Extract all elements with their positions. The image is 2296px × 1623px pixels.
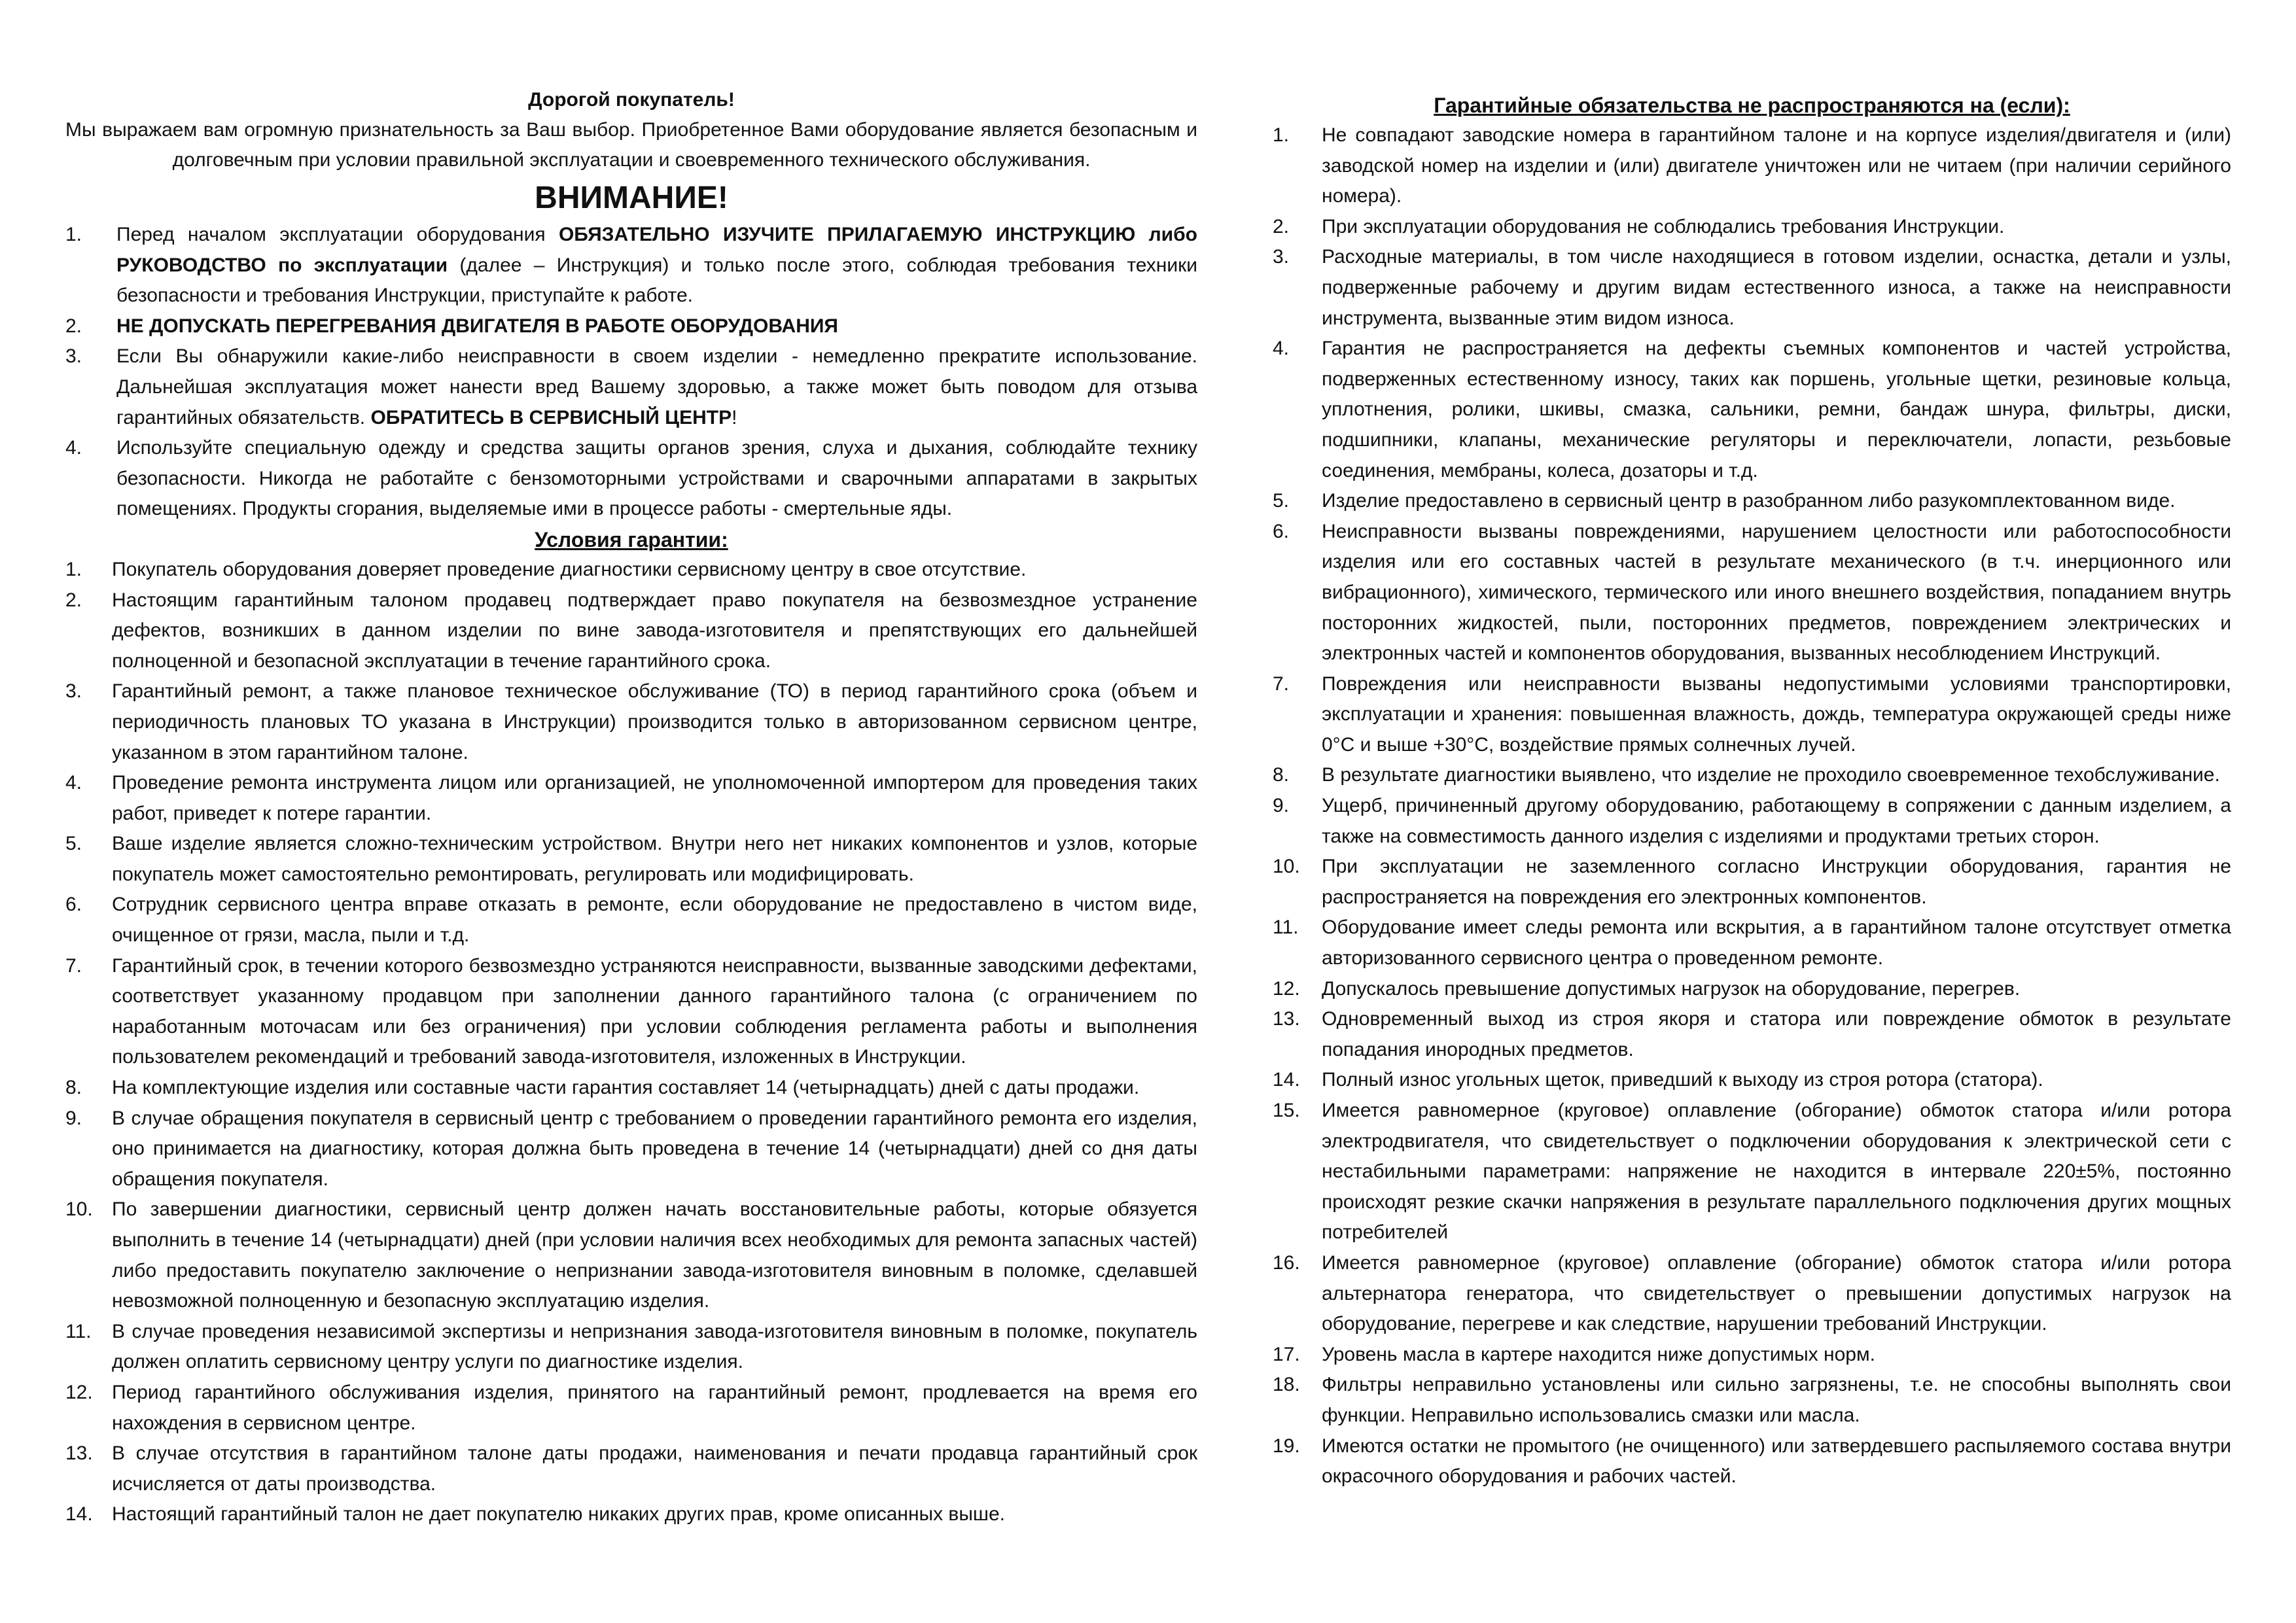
conditions-item-text: На комплектующие изделия или составные части гарантия составляет 14 (четырнадцать) дней с даты продажи. xyxy=(112,1077,1140,1099)
exclusions-item xyxy=(1273,852,2231,913)
body-text: Используйте специальную одежду и средства защиты органов зрения, слуха и дыхания, соблюдайте технику безопасности. Никогда не работайте с бензомоторными устройствами и сварочными аппаратами в закрытых помещениях. Продукты сгорания, выделяемые ими в процессе работы - смертельные яды. xyxy=(116,437,1197,520)
body-text: (далее – Инструкция) и только после этого, соблюдая требования техники безопасности и требования Инструкции, приступайте к работе. xyxy=(116,254,1197,307)
attention_items-item-text xyxy=(116,341,1197,433)
conditions-item-text: Гарантийный ремонт, а также плановое техническое обслуживание (ТО) в период гарантийного срока (объем и периодичность плановых ТО указана в Инструкции) производится только в авторизованном сервисном центре, указанном в этом гарантийном талоне. xyxy=(112,680,1197,763)
exclusions-item-text: Одновременный выход из строя якоря и статора или повреждение обмоток в результате попадания инородных предметов. xyxy=(1322,1008,2231,1060)
attention_items-item xyxy=(65,220,1197,311)
exclusions-item-text: Имеется равномерное (круговое) оплавление (обгорание) обмоток статора и/или ротора альтернатора генератора, что свидетельствует о превышении допустимых нагрузок на оборудование, перегреве и как следствие, нарушении требований Инструкции. xyxy=(1322,1251,2231,1335)
emphasis-text: ОБЯЗАТЕЛЬНО ИЗУЧИТЕ ПРИЛАГАЕМУЮ ИНСТРУКЦИЮ либо РУКОВОДСТВО по эксплуатации xyxy=(116,224,1197,276)
exclusions-item-number: 17. xyxy=(1273,1343,1300,1365)
exclusions-item-number: 7. xyxy=(1273,672,1290,695)
conditions-item xyxy=(65,1439,1197,1499)
exclusions-item-number: 18. xyxy=(1273,1374,1300,1396)
conditions-item xyxy=(65,1499,1197,1530)
exclusions-item xyxy=(1273,1340,2231,1370)
exclusions-heading: Гарантийные обязательства не распространяются на (если): xyxy=(1434,94,2070,117)
exclusions-item-text: При эксплуатации не заземленного согласно Инструкции оборудования, гарантия не распространяется на повреждения его электронных компонентов. xyxy=(1322,856,2231,908)
conditions-item-number: 8. xyxy=(65,1077,82,1099)
attention-list xyxy=(65,220,1197,525)
conditions-item-text: Период гарантийного обслуживания изделия, принятого на гарантийный ремонт, продлевается на время его нахождения в сервисном центре. xyxy=(112,1381,1197,1434)
exclusions-item-number: 5. xyxy=(1273,490,1290,512)
exclusions-item-text: При эксплуатации оборудования не соблюдались требования Инструкции. xyxy=(1322,215,2005,237)
conditions-item-number: 9. xyxy=(65,1107,82,1129)
emphasis-text: ОБРАТИТЕСЬ В СЕРВИСНЫЙ ЦЕНТР xyxy=(370,406,732,428)
conditions-item xyxy=(65,890,1197,951)
exclusions-item-text: Допускалось превышение допустимых нагрузок на оборудование, перегрев. xyxy=(1322,977,2021,1000)
conditions-item xyxy=(65,1104,1197,1195)
exclusions-item-text: Полный износ угольных щеток, приведший к выходу из строя ротора (статора). xyxy=(1322,1069,2043,1091)
attention_items-item-number: 4. xyxy=(65,437,82,459)
attention_items-item-number: 3. xyxy=(65,345,82,368)
exclusions-item-text: Расходные материалы, в том числе находящиеся в готовом изделии, оснастка, детали и узлы, подверженные рабочему и другим видам естественного износа, а также на неисправности инструмента, вызванные этим видом износа. xyxy=(1322,246,2231,329)
exclusions-item xyxy=(1273,1065,2231,1096)
exclusions-item xyxy=(1273,517,2231,669)
exclusions-item-number: 12. xyxy=(1273,977,1300,1000)
exclusions-item-number: 14. xyxy=(1273,1069,1300,1091)
conditions-item-text: В случае отсутствия в гарантийном талоне даты продажи, наименования и печати продавца гарантийный срок исчисляется от даты производства. xyxy=(112,1442,1197,1495)
exclusions-item xyxy=(1273,974,2231,1005)
exclusions-item-number: 3. xyxy=(1273,246,1290,268)
exclusions-item-number: 2. xyxy=(1273,215,1290,237)
conditions-item-text: Гарантийный срок, в течении которого безвозмездно устраняются неисправности, вызванные заводскими дефектами, соответствует указанному продавцом при заполнении данного гарантийного талона (с ограничением по наработанным моточасам или без ограничения) при условии соблюдения регламента работы и выполнения пользователем рекомендаций и требований завода-изготовителя, изложенных в Инструкции. xyxy=(112,954,1197,1068)
exclusions-item-number: 11. xyxy=(1273,916,1299,939)
conditions-item-text: Проведение ремонта инструмента лицом или организацией, не уполномоченной импортером для проведения таких работ, приведет к потере гарантии. xyxy=(112,772,1197,824)
exclusions-item-text: Имеется равномерное (круговое) оплавление (обгорание) обмоток статора и/или ротора электродвигателя, что свидетельствует о подключении оборудования к электрической сети с нестабильными параметрами: напряжение не находится в интервале 220±5%, постоянно происходят резкие скачки напряжения в результате параллельного подключения других мощных потребителей xyxy=(1322,1100,2231,1244)
conditions-item-number: 6. xyxy=(65,894,82,916)
conditions-item-text: Покупатель оборудования доверяет проведение диагностики сервисному центру в свое отсутствие. xyxy=(112,558,1027,580)
emphasis-text: НЕ ДОПУСКАТЬ ПЕРЕГРЕВАНИЯ ДВИГАТЕЛЯ В РАБОТЕ ОБОРУДОВАНИЯ xyxy=(116,315,838,337)
exclusions-item xyxy=(1273,1004,2231,1065)
conditions-item-number: 7. xyxy=(65,954,82,977)
conditions-item xyxy=(65,1195,1197,1316)
exclusions-item xyxy=(1273,760,2231,791)
conditions-item-text: По завершении диагностики, сервисный центр должен начать восстановительные работы, которые обязуется выполнить в течение 14 (четырнадцати) дней (при условии наличия всех необходимых для ремонта запасных частей) либо предоставить покупателю заключение о непризнании завода-изготовителя виновным в поломке, сделавшей невозможной полноценную и безопасную эксплуатацию изделия. xyxy=(112,1198,1197,1312)
exclusions-item xyxy=(1273,242,2231,334)
exclusions-item xyxy=(1273,1248,2231,1340)
attention_items-item-text xyxy=(116,311,1197,342)
conditions-list xyxy=(65,555,1197,1530)
conditions-item xyxy=(65,585,1197,677)
exclusions-item-text: Изделие предоставлено в сервисный центр в разобранном либо разукомплектованном виде. xyxy=(1322,490,2176,512)
attention_items-item xyxy=(65,433,1197,525)
conditions-item xyxy=(65,1073,1197,1104)
left-column xyxy=(65,85,1197,1530)
conditions-item-text: В случае обращения покупателя в сервисный центр с требованием о проведении гарантийного ремонта его изделия, оно принимается на диагностику, которая должна быть проведена в течение 14 (четырнадцати) дней со дня даты обращения покупателя. xyxy=(112,1107,1197,1190)
exclusions-item-number: 19. xyxy=(1273,1435,1300,1457)
conditions-item xyxy=(65,829,1197,890)
conditions-item-number: 5. xyxy=(65,833,82,855)
exclusions-item-number: 15. xyxy=(1273,1100,1300,1121)
exclusions-item xyxy=(1273,1370,2231,1431)
exclusions-item xyxy=(1273,1096,2231,1248)
conditions-item xyxy=(65,1378,1197,1439)
conditions-item xyxy=(65,1317,1197,1378)
exclusions-item xyxy=(1273,486,2231,517)
conditions-item-number: 2. xyxy=(65,589,82,611)
exclusions-item-number: 8. xyxy=(1273,764,1290,786)
attention-heading: ВНИМАНИЕ! xyxy=(535,181,728,215)
conditions-item xyxy=(65,768,1197,829)
conditions-item-number: 14. xyxy=(65,1503,93,1526)
body-text: Перед началом эксплуатации оборудования xyxy=(116,224,559,245)
attention_items-item-text xyxy=(116,220,1197,311)
exclusions-item-number: 9. xyxy=(1273,795,1290,817)
conditions-item xyxy=(65,555,1197,585)
intro-paragraph: Мы выражаем вам огромную признательность за Ваш выбор. Приобретенное Вами оборудование является безопасным и долговечным при условии правильной эксплуатации и своевременного технического обслуживания. xyxy=(65,119,1197,171)
conditions-item-number: 3. xyxy=(65,680,82,703)
exclusions-item xyxy=(1273,791,2231,852)
body-text: Если Вы обнаружили какие-либо неисправности в своем изделии - немедленно прекратите использование. Дальнейшая эксплуатация может нанести вред Вашему здоровью, а также может быть поводом для отзыва гарантийных обязательств. xyxy=(116,345,1197,428)
exclusions-item xyxy=(1273,334,2231,486)
exclusions-item-text: Оборудование имеет следы ремонта или вскрытия, а в гарантийном талоне отсутствует отметка авторизованного сервисного центра о проведенном ремонте. xyxy=(1322,916,2231,969)
greeting-heading: Дорогой покупатель! xyxy=(528,89,735,111)
exclusions-list xyxy=(1273,120,2231,1492)
conditions-item-text: Сотрудник сервисного центра вправе отказать в ремонте, если оборудование не предоставлено в чистом виде, очищенное от грязи, масла, пыли и т.д. xyxy=(112,894,1197,947)
conditions-item-number: 13. xyxy=(65,1442,93,1465)
conditions-item-number: 10. xyxy=(65,1198,93,1221)
conditions-item-text: Настоящим гарантийным талоном продавец подтверждает право покупателя на безвозмездное устранение дефектов, возникших в данном изделии по вине завода-изготовителя и препятствующих его дальнейшей полноценной и безопасной эксплуатации в течение гарантийного срока. xyxy=(112,589,1197,672)
exclusions-item xyxy=(1273,212,2231,243)
exclusions-item xyxy=(1273,120,2231,212)
exclusions-item-number: 6. xyxy=(1273,520,1290,542)
conditions-item-number: 4. xyxy=(65,772,82,794)
attention_items-item xyxy=(65,341,1197,433)
conditions-item-text: Ваше изделие является сложно-техническим устройством. Внутри него нет никаких компонентов и узлов, которые покупатель может самостоятельно ремонтировать, регулировать или модифицировать. xyxy=(112,833,1197,885)
body-text: ! xyxy=(732,406,737,428)
conditions-item-number: 12. xyxy=(65,1381,93,1403)
exclusions-item xyxy=(1273,1431,2231,1492)
exclusions-item-text: Неисправности вызваны повреждениями, нарушением целостности или работоспособности изделия или его составных частей в результате механического (в т.ч. инерционного или вибрационного), химического, термического или иного внешнего воздействия, попаданием внутрь посторонних жидкостей, пыли, посторонних предметов, повреждением электрических и электронных частей и компонентов оборудования, вызванных несоблюдением Инструкций. xyxy=(1322,520,2231,665)
exclusions-item-text: Уровень масла в картере находится ниже допустимых норм. xyxy=(1322,1343,1875,1365)
conditions-item-number: 11. xyxy=(65,1320,92,1342)
conditions-item-text: В случае проведения независимой экспертизы и непризнания завода-изготовителя виновным в поломке, покупатель должен оплатить сервисному центру услуги по диагностике изделия. xyxy=(112,1320,1197,1373)
attention_items-item-number: 1. xyxy=(65,224,82,245)
exclusions-item-number: 10. xyxy=(1273,856,1300,878)
conditions-heading: Условия гарантии: xyxy=(535,527,728,551)
exclusions-item-number: 1. xyxy=(1273,124,1290,146)
right-column xyxy=(1273,85,2231,1492)
exclusions-item-text: В результате диагностики выявлено, что изделие не проходило своевременное техобслуживание. xyxy=(1322,764,2220,786)
exclusions-item-number: 16. xyxy=(1273,1251,1300,1274)
exclusions-item xyxy=(1273,913,2231,973)
exclusions-item-text: Фильтры неправильно установлены или сильно загрязнены, т.е. не способны выполнять свои функции. Неправильно использовались смазки или масла. xyxy=(1322,1374,2231,1426)
conditions-item xyxy=(65,676,1197,768)
conditions-item xyxy=(65,951,1197,1073)
exclusions-item-text: Гарантия не распространяется на дефекты съемных компонентов и частей устройства, подверженных естественному износу, таких как поршень, угольные щетки, резиновые кольца, уплотнения, ролики, шкивы, смазка, сальники, ремни, бандаж шнура, фильтры, диски, подшипники, клапаны, механические регуляторы и переключатели, лопасти, резьбовые соединения, мембраны, колеса, дозаторы и т.д. xyxy=(1322,338,2231,481)
attention_items-item xyxy=(65,311,1197,342)
exclusions-item xyxy=(1273,669,2231,761)
exclusions-item-text: Ущерб, причиненный другому оборудованию, работающему в сопряжении с данным изделием, а также на совместимость данного изделия с изделиями и продуктами третьих сторон. xyxy=(1322,795,2231,847)
conditions-item-text: Настоящий гарантийный талон не дает покупателю никаких других прав, кроме описанных выше. xyxy=(112,1503,1005,1526)
exclusions-item-text: Имеются остатки не промытого (не очищенного) или затвердевшего распыляемого состава внутри окрасочного оборудования и рабочих частей. xyxy=(1322,1435,2231,1488)
exclusions-item-number: 13. xyxy=(1273,1008,1300,1030)
conditions-item-number: 1. xyxy=(65,558,82,580)
exclusions-item-text: Не совпадают заводские номера в гарантийном талоне и на корпусе изделия/двигателя и (или) заводской номер на изделии и (или) двигателе уничтожен или не читаем (при наличии серийного номера). xyxy=(1322,124,2231,207)
attention_items-item-text xyxy=(116,433,1197,525)
exclusions-item-number: 4. xyxy=(1273,338,1290,360)
exclusions-item-text: Повреждения или неисправности вызваны недопустимыми условиями транспортировки, эксплуатации и хранения: повышенная влажность, дождь, температура окружающей среды ниже 0°С и выше +30°С, воздействие прямых солнечных лучей. xyxy=(1322,672,2231,756)
attention_items-item-number: 2. xyxy=(65,315,82,337)
